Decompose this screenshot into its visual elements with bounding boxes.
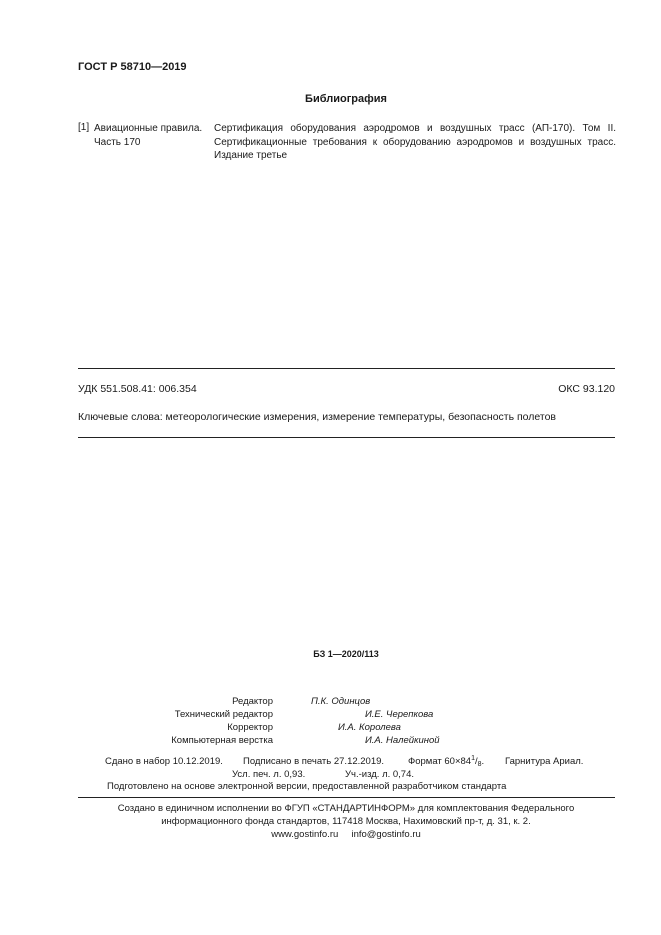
email-link[interactable]: info@gostinfo.ru — [351, 829, 421, 840]
bibliography-item-description: Сертификация оборудования аэродромов и воздушных трасс (АП-170). Том II. Сертификационные требования к оборудованию аэродромов и воздушных трасс. Издание третье — [214, 123, 616, 161]
staff-name: И.Е. Черепкова — [365, 709, 434, 720]
publishing-sheets: Уч.-изд. л. 0,74. — [345, 769, 415, 780]
staff-name: И.А. Королева — [338, 722, 401, 733]
bz-number: БЗ 1—2020/113 — [313, 649, 379, 659]
bibliography-title: Библиография — [305, 93, 387, 105]
keywords: Ключевые слова: метеорологические измерения, измерение температуры, безопасность полетов — [78, 411, 556, 423]
footer-line-2: информационного фонда стандартов, 117418 Москва, Нахимовский пр-т, д. 31, к. 2. — [161, 816, 531, 827]
font-typeface: Гарнитура Ариал. — [505, 756, 584, 767]
oks-code: ОКС 93.120 — [558, 383, 615, 395]
divider-footer — [78, 797, 615, 798]
format-numerator: 1 — [471, 755, 475, 762]
standard-number: ГОСТ Р 58710—2019 — [78, 61, 187, 73]
staff-role: Технический редактор — [174, 709, 273, 720]
divider-bottom — [78, 437, 615, 438]
bibliography-item-number: [1] — [78, 122, 90, 133]
udk-code: УДК 551.508.41: 006.354 — [78, 383, 197, 395]
staff-roles — [171, 696, 273, 748]
format-prefix: Формат 60×84 — [408, 756, 472, 767]
format-suffix: . — [481, 756, 485, 767]
bibliography-source-line: Авиационные правила. — [94, 123, 203, 134]
paper-format: Формат $60\times 84^1/_8$. — [408, 755, 485, 768]
typeset-date: Сдано в набор 10.12.2019. — [105, 756, 223, 767]
staff-names — [278, 696, 440, 748]
signed-date: Подписано в печать 27.12.2019. — [243, 756, 385, 767]
staff-name: П.К. Одинцов — [311, 696, 371, 707]
format-denominator: 8 — [477, 761, 482, 768]
website-link[interactable]: www.gostinfo.ru — [271, 829, 339, 840]
staff-name: И.А. Налейкиной — [365, 735, 440, 746]
footer-line-1: Создано в единичном исполнении во ФГУП «СТАНДАРТИНФОРМ» для комплектования Федерального — [117, 803, 575, 814]
prepared-note: Подготовлено на основе электронной версии, предоставленной разработчиком стандарта — [107, 781, 507, 792]
printed-sheets: Усл. печ. л. 0,93. — [232, 769, 306, 780]
staff-role: Компьютерная верстка — [171, 735, 273, 746]
bibliography-item-source — [94, 122, 202, 149]
divider-top — [78, 368, 615, 369]
bibliography-source-line: Часть 170 — [94, 136, 141, 148]
staff-role: Редактор — [232, 696, 273, 707]
footer-contacts — [0, 829, 661, 840]
staff-role: Корректор — [227, 722, 273, 733]
